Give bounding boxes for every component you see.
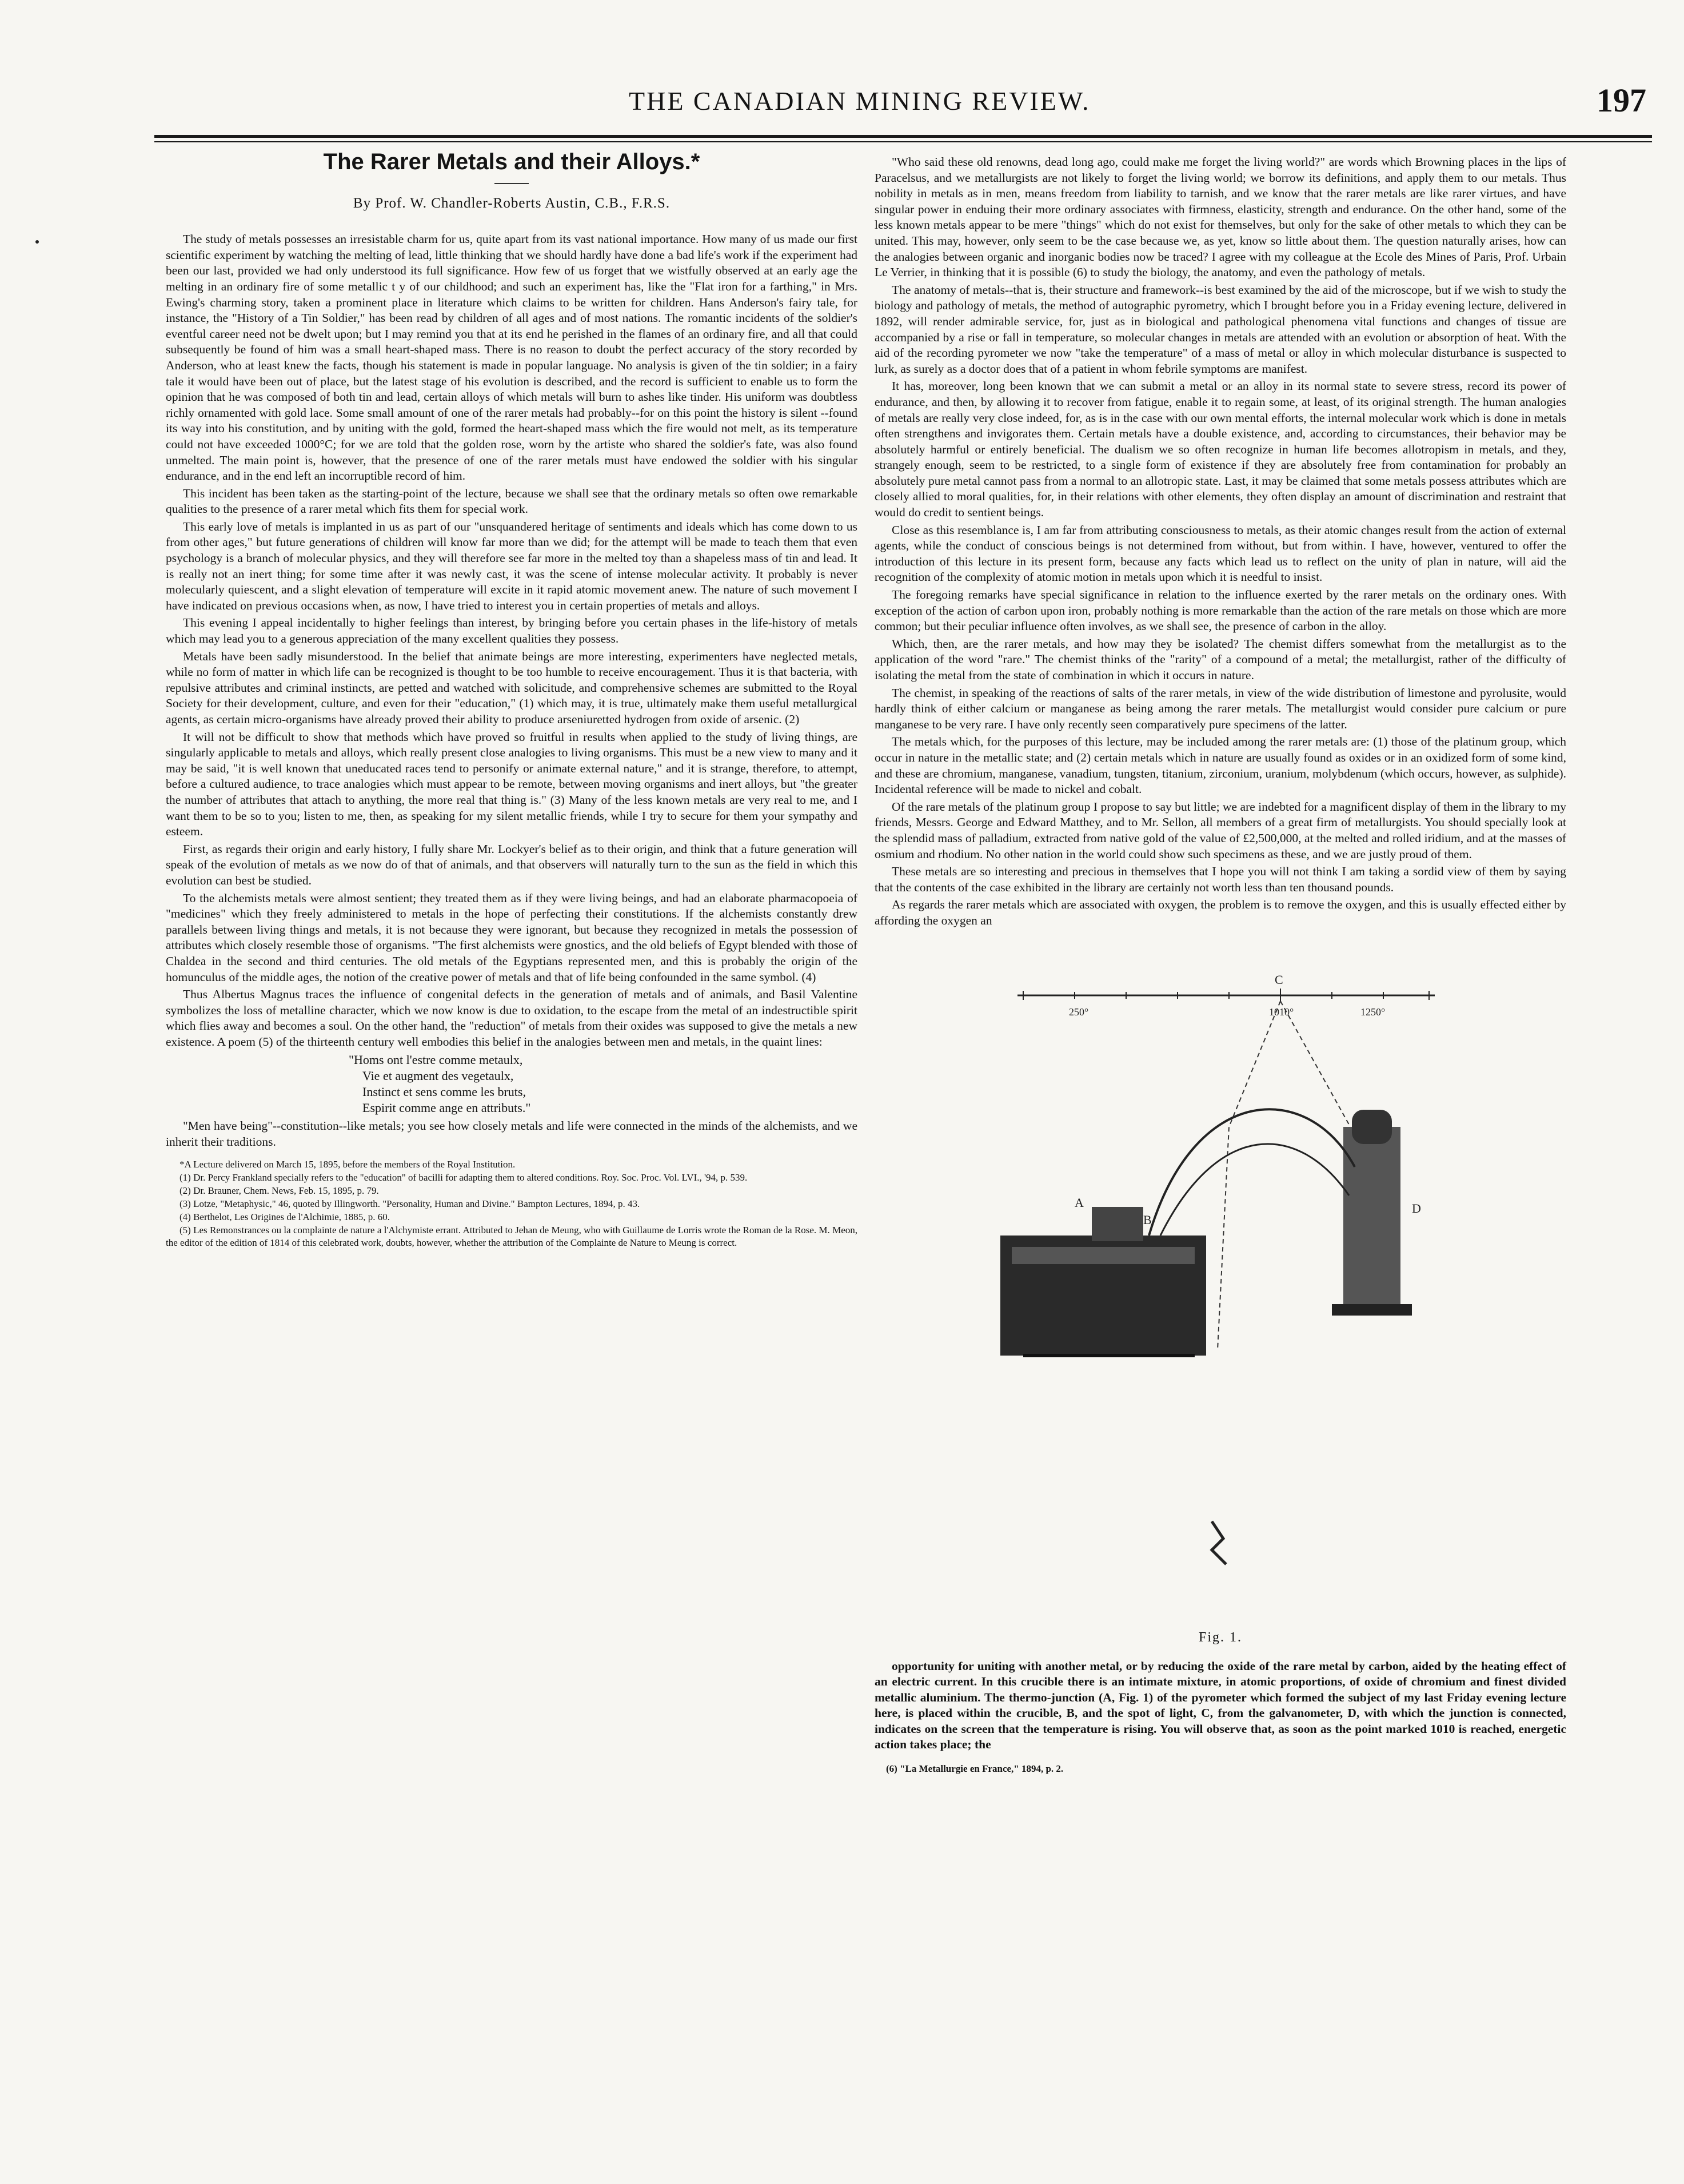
wire: [1160, 1143, 1349, 1235]
galvanometer-base: [1332, 1304, 1412, 1316]
paragraph: As regards the rarer metals which are associated with oxygen, the problem is to remove the oxygen, and this is usually effected either by affording the oxygen an: [875, 898, 1566, 927]
paragraph: It will not be difficult to show that methods which have proved so fruitful in results when applied to the study of living things, are singularly applicable to metals and alloys, which really present close analogies to living organisms. This must be a new view to many and it may be said, "it is well known that uneducated races tend to personify or animate external nature," and it is strange, therefore, to attempt, before a cultured audience, to trace analogies which must appear to be remote, between moving organisms and inert alloys, but "the greater the number of attributes that attach to anything, the more real that thing is." (3) Many of the less known metals are very real to me, and I want them to be so to you; listen to me, then, as speaking for my silent metallic friends, while I try to secure for them your sympathy and esteem.: [166, 730, 857, 839]
scale-label: 1010°: [1269, 1006, 1294, 1018]
paragraph: The foregoing remarks have special significance in relation to the influence exerted by the rarer metals on the ordinary ones. With exception of the action of carbon upon iron, probably nothing is more remarkable than the action of the rare metals on those which are more common; but their peculiar influence often involves, as we shall see, the presence of carbon in the alloy.: [875, 588, 1566, 633]
paragraph: This evening I appeal incidentally to higher feelings than interest, by bringing before you certain phases in the life-history of metals which may lead you to a generous appreciation of the many excellent qualities they possess.: [166, 616, 857, 646]
paragraph: The metals which, for the purposes of this lecture, may be included among the rarer metals are: (1) those of the platinum group, which occur in nature in the metallic state; and (2) certain metals which in nature are usually found as oxides or in an oxidized form of some kind, and these are chromium, manganese, vanadium, tungsten, titanium, zirconium, uranium, molybdenum (which occurs, however, as sulphide). Incidental reference will be made to nickel and cobalt.: [875, 735, 1566, 796]
poem-line: Instinct et sens comme les bruts,: [362, 1085, 526, 1099]
scale-label: 1250°: [1360, 1006, 1386, 1018]
figure-pyrometer: [875, 938, 1566, 1653]
footnotes: [166, 1158, 857, 1249]
page-number: 197: [1597, 82, 1646, 119]
journal-title: THE CANADIAN MINING REVIEW.: [629, 86, 1091, 115]
paragraph: opportunity for uniting with another metal, or by reducing the oxide of the rare metal by carbon, aided by the heating effect of an electric current. In this crucible there is an intimate mixture, in atomic proportions, of oxide of chromium and finest divided metallic aluminium. The thermo-junction (A, Fig. 1) of the pyrometer which formed the subject of my last Friday evening lecture here, is placed within the crucible, B, and the spot of light, C, from the galvanometer, D, with which the junction is connected, indicates on the screen that the temperature is rising. You will observe that, as soon as the point marked 1010 is reached, energetic action takes place; the: [875, 1659, 1566, 1752]
furnace-lid: [1012, 1247, 1195, 1264]
paragraph: Close as this resemblance is, I am far from attributing consciousness to metals, as their atomic changes result from the action of external agents, while the conduct of conscious beings is not determined from without, but from within. I have, however, ventured to offer the introduction of this lecture in its present form, because any facts which lead us to reflect on the unity of plan in nature, will aid the recognition of the complexity of atomic motion in metals upon which it is needful to insist.: [875, 523, 1566, 584]
footnote: (4) Berthelot, Les Origines de l'Alchimie, 1885, p. 60.: [179, 1211, 390, 1222]
paragraph: Of the rare metals of the platinum group I propose to say but little; we are indebted for a magnificent display of them in the library to my friends, Messrs. George and Edward Matthey, and to Mr. Sellon, all members of a great firm of metallurgists. You should specially look at the splendid mass of palladium, extracted from native gold of the value of £2,500,000, at the melted and rolled iridium, and at the masses of osmium and rhodium. No other nation in the world could show such specimens as these, and we are justly proud of them.: [875, 799, 1566, 861]
footnote: *A Lecture delivered on March 15, 1895, before the members of the Royal Institution.: [179, 1158, 516, 1170]
wire: [1149, 1109, 1355, 1236]
title-rule: [494, 183, 529, 184]
footnote: (1) Dr. Percy Frankland specially refers to the "education" of bacilli for adapting them to altered conditions. Roy. Soc. Proc. Vol. LVI., '94, p. 539.: [179, 1171, 748, 1183]
poem-line: Vie et augment des vegetaulx,: [362, 1069, 514, 1083]
label-b: B: [1143, 1212, 1152, 1227]
header-rule-thin: [154, 141, 1652, 142]
quoted-poem: [349, 1052, 857, 1116]
paragraph: To the alchemists metals were almost sentient; they treated them as if they were living beings, and had an elaborate pharmacopoeia of "medicines" which they freely administered to metals in the hope of perfecting their constitutions. If the alchemists constantly drew parallels between living things and metals, it is not because they were ignorant, but because they recognized in metals the possession of attributes which closely resemble those of organisms. "The first alchemists were gnostics, and the old beliefs of Egypt blended with those of Chaldea in the second and third centuries. The old metals of the Egyptians represented men, and this is probably the origin of the homunculus of the middle ages, the notion of the creative power of metals and that of life being confounded in the same symbol. (4): [166, 891, 857, 984]
paragraph: It has, moreover, long been known that we can submit a metal or an alloy in its normal state to severe stress, record its power of endurance, and then, by allowing it to recover from fatigue, enable it to regain some, at least, of its original strength. The human analogies of metals are really very close indeed, for, as is in the case with our own mental efforts, the internal molecular work which is done in metals often strengthens and invigorates them. Certain metals have a double existence, and, according to circumstances, their behavior may be absolutely harmful or entirely beneficial. The dualism we so often recognize in human life becomes allotropism in metals, and they, strangely enough, seem to be restricted, to a single form of existence if they are absolutely free from contamination for probably an absolutely pure metal cannot pass from a normal to an allotropic state. Last, it may be claimed that some metals possess attributes which are closely allied to moral qualities, for, in their relations with other elements, they often display an amount of discrimination and restraint that would do credit to sentient beings.: [875, 379, 1566, 520]
galvanometer-head: [1352, 1110, 1392, 1144]
paragraph: The study of metals possesses an irresistable charm for us, quite apart from its vast national importance. How many of us made our first scientific experiment by watching the melting of lead, little thinking that we should hardly have done a bad life's work if the experiment had been our last, provided we had only understood its full significance. How few of us forget that we wistfully observed at an early age the melting in an ordinary fire of some metallic t y of our childhood; and such an experiment has, like the "Flat iron for a farthing," in Mrs. Ewing's charming story, taken a prominent place in literature which claims to be written for children. Hans Anderson's fairy tale, for instance, the "History of a Tin Soldier," has been read by children of all ages and of most nations. The romantic incidents of the soldier's eventful career need not be dwelt upon; but I may remind you that at its end he perished in the flames of an ordinary fire, and all that could subsequently be found of him was a small heart-shaped mass. There is no reason to doubt the perfect accuracy of the story recorded by Anderson, who at least knew the facts, though his statement is made in popular language. No analysis is given of the tin soldier; in a fairy tale it would have been out of place, but the latest stage of his evolution is described, and the record is sufficient to enable us to form the opinion that he was composed of both tin and lead, certain alloys of which metals will burn to ashes like tinder. His uniform was doubtless richly ornamented with gold lace. Some small amount of one of the rarer metals had probably--for on this point the history is silent --found its way into his constitution, and by uniting with the gold, formed the heart-shaped mass which the fire would not melt, as its temperature could not have exceeded 1000°C; for we are told that the golden rose, worn by the artiste who shared the soldier's fate, was also found unmelted. The main point is, however, that the presence of one of the rarer metals must have endowed the soldier with his singular endurance, and in the end left an incorruptible record of him.: [166, 232, 857, 483]
galvanometer: [1343, 1127, 1400, 1310]
paragraph: First, as regards their origin and early history, I fully share Mr. Lockyer's belief as to their origin, and think that a future generation will speak of the evolution of metals as we now do of that of animals, and that observers will naturally turn to the sun as the field in which this evolution can best be studied.: [166, 842, 857, 887]
scale-label: 250°: [1069, 1006, 1089, 1018]
lamp-stand: [1212, 1521, 1226, 1564]
footnote: (6) "La Metallurgie en France," 1894, p. 2.: [886, 1763, 1064, 1775]
label-d: D: [1412, 1201, 1421, 1215]
paragraph: Which, then, are the rarer metals, and how may they be isolated? The chemist differs somewhat from the metallurgist as to the application of the word "rare." The chemist thinks of the "rarity" of a compound of a metal; the metallurgist, rather of the difficulty of isolating the metal from the state of combination in which it occurs in nature.: [875, 636, 1566, 682]
label-c: C: [1275, 972, 1283, 987]
paragraph: This early love of metals is implanted in us as part of our "unsquandered heritage of sentiments and ideals which has come down to us from other ages," but future generations of children will know far more than we did; for the attempt will be made to teach them that even psychology is a branch of molecular physics, and they will therefore see far more in the melted toy than a shapeless mass of tin and lead. It is really not an inert thing; for some time after it was newly cast, it was the scene of intense molecular activity. It probably is never molecularly quiescent, and a slight elevation of temperature will excite in it rapid atomic movement anew. The nature of such movement I have indicated on previous occasions when, as now, I have tried to interest you in certain properties of metals and alloys.: [166, 519, 857, 612]
left-column: [166, 149, 857, 1250]
poem-line: "Homs ont l'estre comme metaulx,: [349, 1053, 523, 1067]
margin-dot: [35, 240, 39, 244]
footnote: (5) Les Remonstrances ou la complainte de nature a l'Alchymiste errant. Attributed to Jehan de Meung, who with Guillaume de Lorris wrote the Roman de la Rose. M. Meon, the editor of the edition of 1814 of this celebrated work, doubts, however, whether the attribution of the Complainte de Nature to Meung is correct.: [166, 1224, 857, 1248]
footnote: (2) Dr. Brauner, Chem. News, Feb. 15, 1895, p. 79.: [179, 1185, 379, 1196]
article-author: By Prof. W. Chandler-Roberts Austin, C.B., F.R.S.: [353, 195, 671, 211]
paragraph: Metals have been sadly misunderstood. In the belief that animate beings are more interesting, experimenters have neglected metals, while no form of matter in which life can be recognized is thought to be too humble to receive encouragement. Thus it is that bacteria, with repulsive attributes and criminal instincts, are petted and watched with solicitude, and comprehensive schemes are submitted to the Royal Society for their development, culture, and even for their "education," (1) which may, it is true, ultimately make them useful metallurgical agents, as certain micro-organisms have already proved their ability to produce arseniuretted hydrogen from oxide of arsenic. (2): [166, 649, 857, 726]
figure-caption: Fig. 1.: [1198, 1629, 1242, 1645]
header-rule-thick: [154, 135, 1652, 138]
label-a: A: [1075, 1195, 1084, 1210]
article-title: The Rarer Metals and their Alloys.*: [323, 149, 700, 174]
pyrometer-illustration: [875, 938, 1566, 1624]
paragraph: These metals are so interesting and precious in themselves that I hope you will not think I am taking a sordid view of them by saying that the contents of the case exhibited in the library are certainly not worth less than ten thousand pounds.: [875, 864, 1566, 894]
poem-line: Espirit comme ange en attributs.": [362, 1101, 531, 1115]
paragraph: This incident has been taken as the starting-point of the lecture, because we shall see that the ordinary metals so often owe remarkable qualities to the presence of a rarer metal which fits them for special work.: [166, 486, 857, 516]
paragraph: The anatomy of metals--that is, their structure and framework--is best examined by the aid of the microscope, but if we wish to study the biology and pathology of metals, the method of autographic pyrometry, which I brought before you in a Friday evening lecture, delivered in 1892, will render admirable service, for, just as in biological and pathological phenomena vital functions and changes of tissue are accompanied by a rise or fall in temperature, so molecular changes in metals are attended with an evolution or absorption of heat. With the aid of the recording pyrometer we now "take the temperature" of a mass of metal or alloy in which molecular disturbance is suspected to lurk, as surely as a doctor does that of a patient in whom febrile symptoms are manifest.: [875, 282, 1566, 376]
footnote: (3) Lotze, "Metaphysic," 46, quoted by Illingworth. "Personality, Human and Divine." Bampton Lectures, 1894, p. 43.: [179, 1198, 640, 1209]
crucible-b: [1092, 1207, 1143, 1241]
paragraph: "Who said these old renowns, dead long ago, could make me forget the living world?" are words which Browning places in the lips of Paracelsus, and we metallurgists are not likely to forget the living world; we borrow its definitions, and apply them to our metals. Thus nobility in metals as in men, means freedom from liability to tarnish, and we know that the rarer metals are like rarer virtues, and have singular power in enduing their more ordinary associates with firmness, elasticity, strength and endurance. On the other hand, some of the less known metals appear to be mere "things" which do not exist for themselves, but only for the sake of other metals to which they can be united. This may, however, only seem to be the case because we, as yet, know so little about them. The question naturally arises, how can the analogies between organic and inorganic bodies now be traced? I agree with my colleague at the Ecole des Mines of Paris, Prof. Urbain Le Verrier, in thinking that it is possible (6) to study the biology, the anatomy, and even the pathology of metals.: [875, 155, 1566, 280]
paragraph: The chemist, in speaking of the reactions of salts of the rarer metals, in view of the wide distribution of limestone and pyrolusite, would hardly think of either calcium or manganese as being among the rarer metals. The metallurgist would consider pure calcium or pure manganese to be very rare. I have only recently seen comparatively pure specimens of the latter.: [875, 686, 1566, 731]
right-column: [875, 154, 1566, 1777]
page-header: [154, 82, 1652, 131]
paragraph: Thus Albertus Magnus traces the influence of congenital defects in the generation of metals and of animals, and Basil Valentine symbolizes the loss of metalline character, which we now know is due to oxidation, to the escape from the metal of an indestructible spirit which flies away and becomes a soul. On the other hand, the "reduction" of metals from their oxides was supposed to give the metals a new existence. A poem (5) of the thirteenth century well embodies this belief in the analogies between men and metals, in the quaint lines:: [166, 987, 857, 1049]
paragraph: "Men have being"--constitution--like metals; you see how closely metals and life were connected in the minds of the alchemists, and we inherit their traditions.: [166, 1119, 857, 1149]
light-beam: [1218, 1001, 1280, 1350]
